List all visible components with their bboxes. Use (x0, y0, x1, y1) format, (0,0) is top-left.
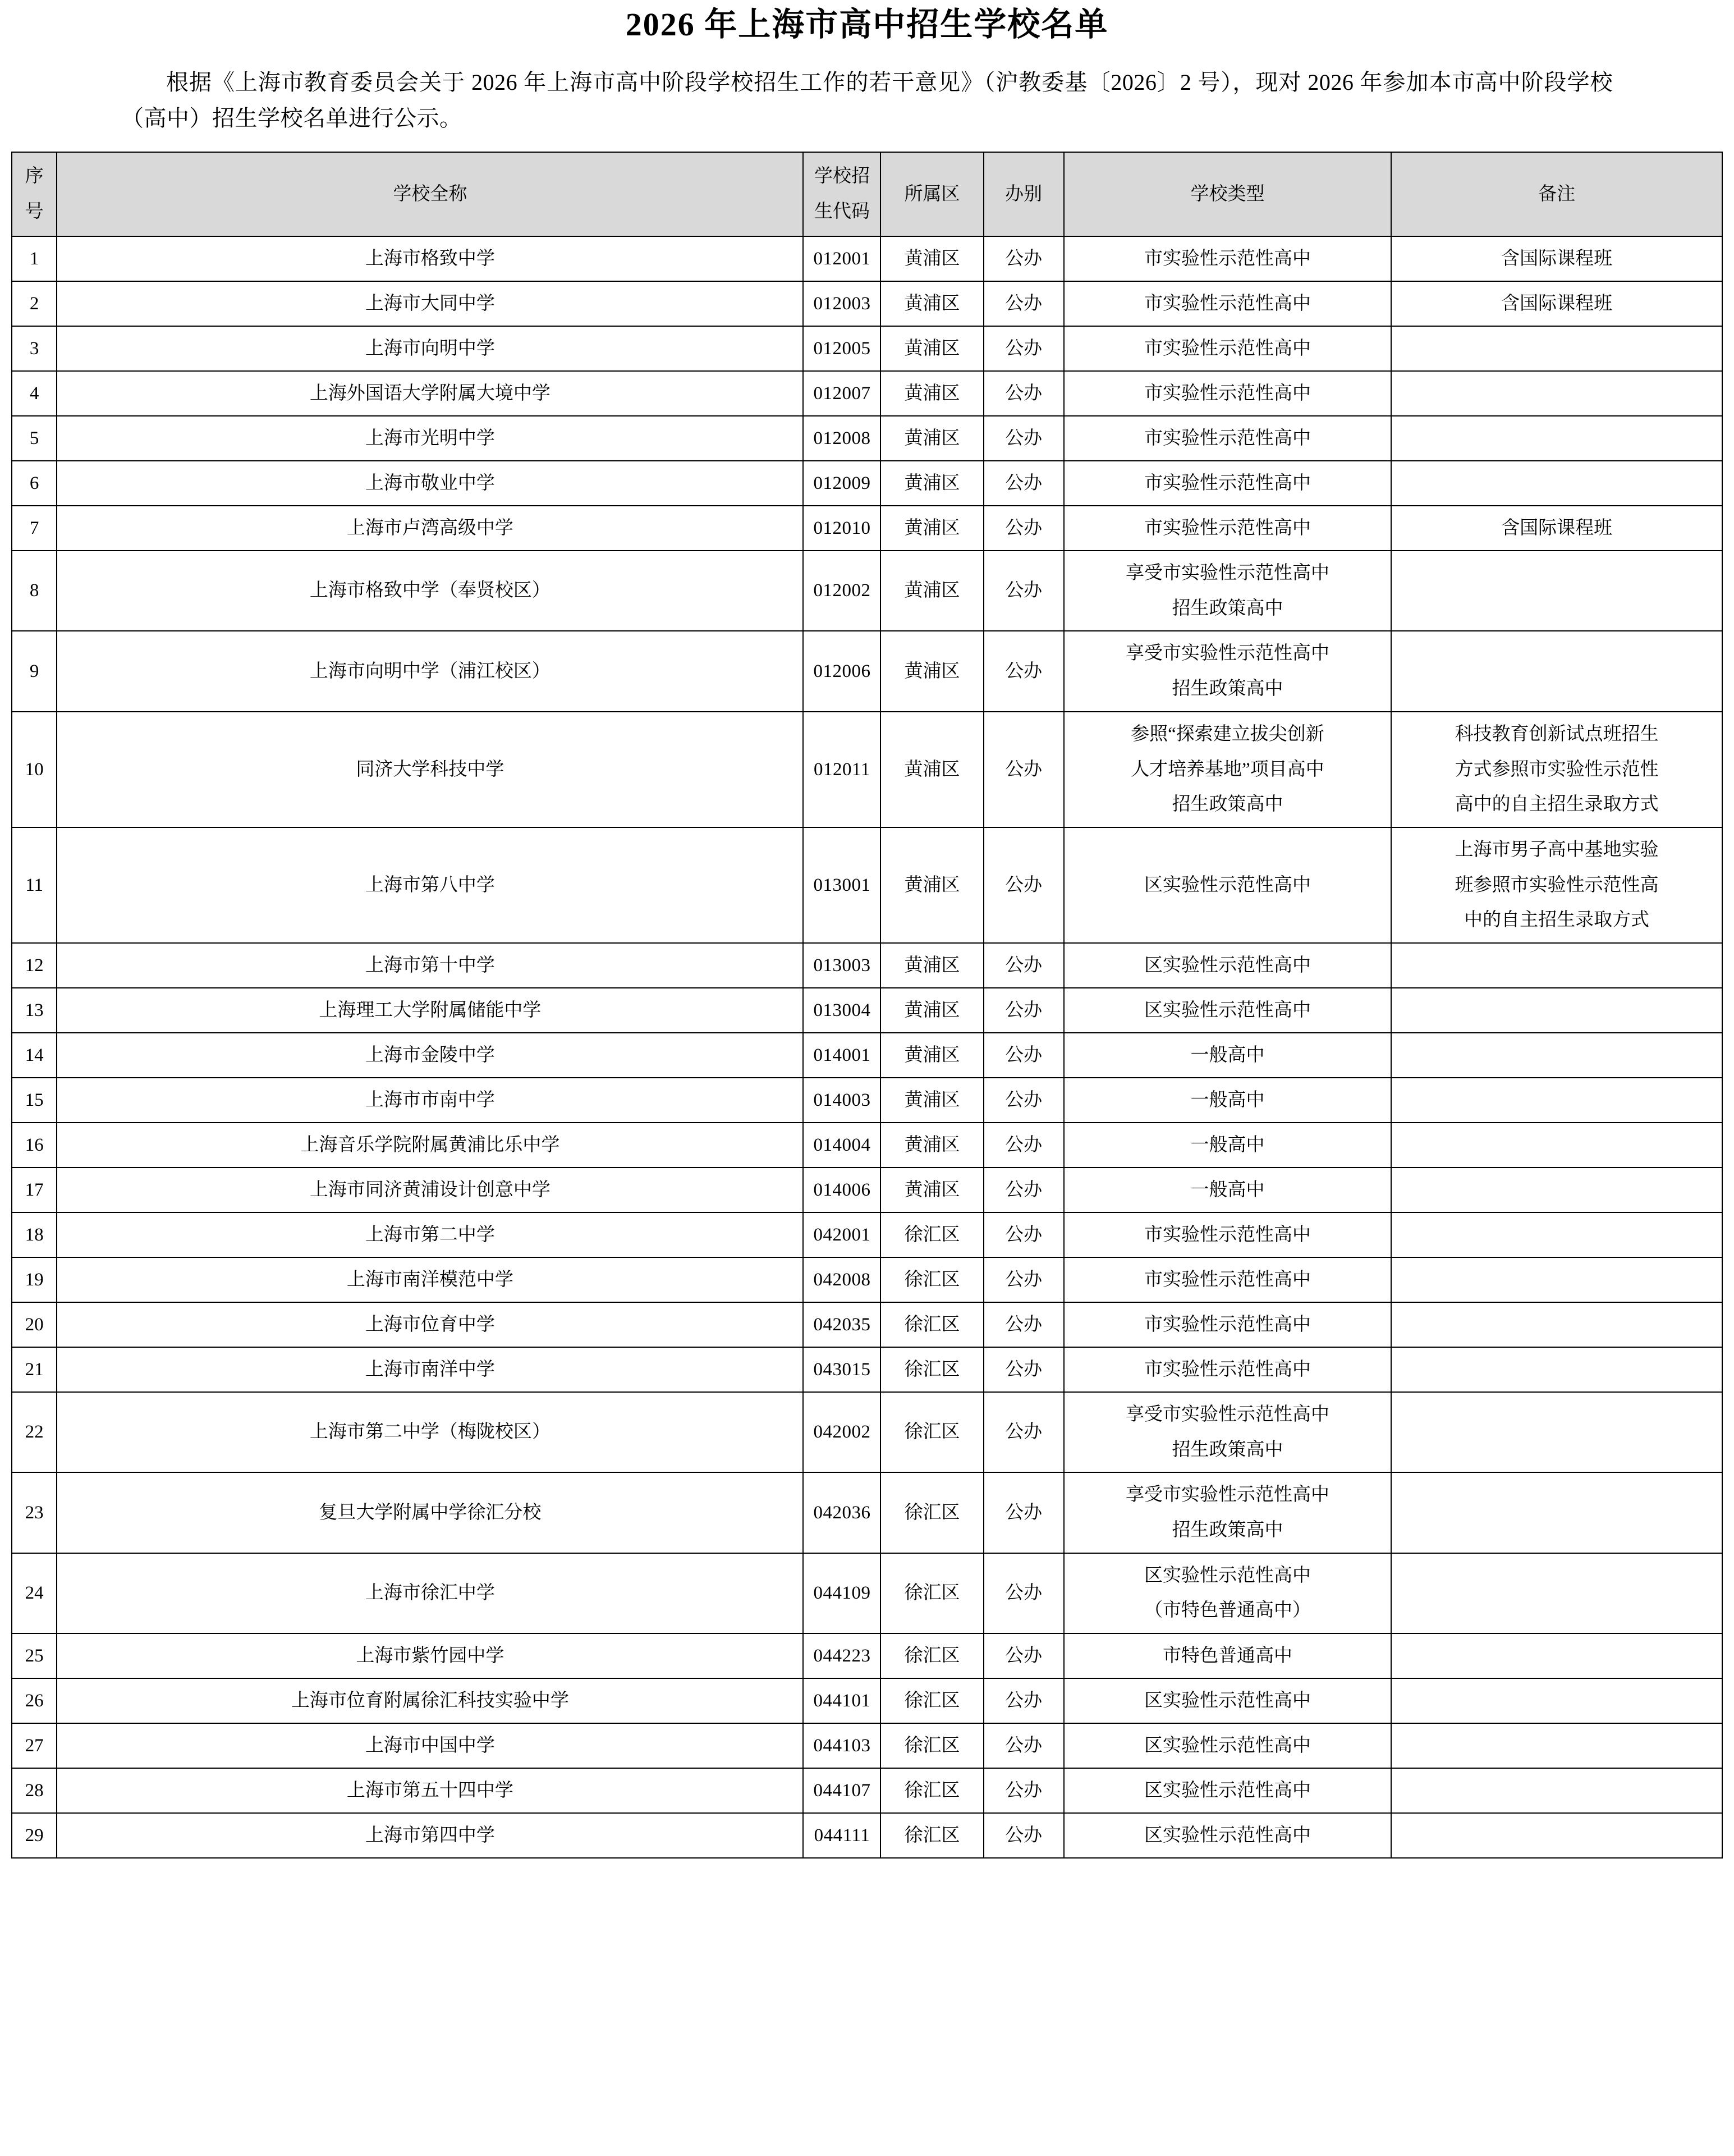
cell-district: 黄浦区 (880, 1078, 983, 1123)
cell-remark-line: 科技教育创新试点班招生 (1455, 724, 1659, 744)
cell-school-type: 一般高中 (1064, 1033, 1391, 1078)
table-row (12, 1302, 1722, 1347)
cell-school-name: 上海市市南中学 (57, 1078, 803, 1123)
cell-kind: 公办 (984, 1392, 1064, 1472)
cell-school-type-line: 招生政策高中 (1172, 598, 1283, 619)
cell-school-code: 044111 (803, 1813, 880, 1858)
cell-district: 徐汇区 (880, 1392, 983, 1472)
cell-district: 黄浦区 (880, 827, 983, 943)
table-row (12, 1347, 1722, 1392)
cell-remark (1391, 1212, 1722, 1257)
cell-kind: 公办 (984, 712, 1064, 827)
cell-kind: 公办 (984, 1633, 1064, 1678)
cell-school-code: 013003 (803, 943, 880, 988)
cell-school-type: 市实验性示范性高中 (1064, 416, 1391, 461)
cell-kind: 公办 (984, 1472, 1064, 1553)
cell-school-name: 上海市第四中学 (57, 1813, 803, 1858)
cell-kind: 公办 (984, 1033, 1064, 1078)
cell-index: 16 (12, 1123, 57, 1168)
cell-remark (1391, 1633, 1722, 1678)
cell-remark-line: 班参照市实验性示范性高 (1455, 875, 1659, 895)
cell-school-name: 上海外国语大学附属大境中学 (57, 371, 803, 416)
cell-school-name: 上海市金陵中学 (57, 1033, 803, 1078)
cell-school-code: 014001 (803, 1033, 880, 1078)
table-row (12, 281, 1722, 326)
cell-remark (1391, 631, 1722, 711)
cell-index: 7 (12, 506, 57, 551)
table-row (12, 1033, 1722, 1078)
cell-school-code: 042036 (803, 1472, 880, 1553)
cell-school-type-line: 招生政策高中 (1172, 1439, 1283, 1460)
cell-district: 黄浦区 (880, 281, 983, 326)
column-header-code-line2: 生代码 (814, 202, 870, 222)
cell-remark-line: 方式参照市实验性示范性 (1455, 759, 1659, 780)
cell-remark (1391, 1472, 1722, 1553)
cell-school-name: 上海市第十中学 (57, 943, 803, 988)
cell-school-code: 012009 (803, 461, 880, 506)
cell-remark (1391, 371, 1722, 416)
cell-district: 徐汇区 (880, 1472, 983, 1553)
cell-district: 黄浦区 (880, 461, 983, 506)
cell-index: 4 (12, 371, 57, 416)
cell-school-name: 上海市第二中学 (57, 1212, 803, 1257)
cell-district: 徐汇区 (880, 1678, 983, 1723)
cell-index: 23 (12, 1472, 57, 1553)
cell-school-type: 市特色普通高中 (1064, 1633, 1391, 1678)
cell-kind: 公办 (984, 1723, 1064, 1768)
cell-district: 黄浦区 (880, 1168, 983, 1212)
cell-school-type: 区实验性示范性高中 (1064, 1723, 1391, 1768)
cell-school-code: 012011 (803, 712, 880, 827)
cell-kind: 公办 (984, 1212, 1064, 1257)
cell-school-name: 上海市同济黄浦设计创意中学 (57, 1168, 803, 1212)
cell-kind: 公办 (984, 1553, 1064, 1633)
cell-index: 13 (12, 988, 57, 1033)
cell-index: 9 (12, 631, 57, 711)
cell-index: 25 (12, 1633, 57, 1678)
cell-district: 黄浦区 (880, 1123, 983, 1168)
cell-school-code: 044103 (803, 1723, 880, 1768)
cell-school-type: 市实验性示范性高中 (1064, 1212, 1391, 1257)
cell-remark (1391, 943, 1722, 988)
cell-remark (1391, 1768, 1722, 1813)
cell-kind: 公办 (984, 1078, 1064, 1123)
cell-school-type (1064, 1553, 1391, 1633)
cell-remark: 含国际课程班 (1391, 506, 1722, 551)
cell-district: 黄浦区 (880, 506, 983, 551)
cell-school-type (1064, 631, 1391, 711)
cell-school-name: 上海市格致中学 (57, 236, 803, 281)
cell-school-name: 上海音乐学院附属黄浦比乐中学 (57, 1123, 803, 1168)
cell-school-type: 市实验性示范性高中 (1064, 461, 1391, 506)
table-row (12, 1633, 1722, 1678)
table-row (12, 1813, 1722, 1858)
cell-district: 徐汇区 (880, 1813, 983, 1858)
cell-school-type: 区实验性示范性高中 (1064, 1678, 1391, 1723)
cell-school-type-line: 享受市实验性示范性高中 (1125, 563, 1329, 584)
cell-district: 黄浦区 (880, 712, 983, 827)
cell-remark (1391, 827, 1722, 943)
cell-district: 徐汇区 (880, 1768, 983, 1813)
cell-school-code: 013001 (803, 827, 880, 943)
table-head (12, 152, 1722, 236)
table-row (12, 827, 1722, 943)
cell-index: 28 (12, 1768, 57, 1813)
cell-district: 徐汇区 (880, 1347, 983, 1392)
cell-index: 29 (12, 1813, 57, 1858)
cell-school-type-line: （市特色普通高中） (1144, 1600, 1311, 1621)
cell-school-type-line: 享受市实验性示范性高中 (1125, 1485, 1329, 1505)
cell-remark (1391, 1168, 1722, 1212)
cell-school-name: 上海市南洋模范中学 (57, 1257, 803, 1302)
table-row (12, 943, 1722, 988)
cell-kind: 公办 (984, 827, 1064, 943)
cell-remark (1391, 1347, 1722, 1392)
cell-index: 5 (12, 416, 57, 461)
cell-kind: 公办 (984, 281, 1064, 326)
table-body (12, 236, 1722, 1858)
cell-school-name: 上海市第二中学（梅陇校区） (57, 1392, 803, 1472)
cell-school-type (1064, 551, 1391, 631)
cell-school-type: 区实验性示范性高中 (1064, 1813, 1391, 1858)
cell-school-name: 上海市第五十四中学 (57, 1768, 803, 1813)
cell-remark (1391, 1257, 1722, 1302)
document-page (0, 4, 1734, 1859)
cell-remark (1391, 988, 1722, 1033)
cell-index: 24 (12, 1553, 57, 1633)
cell-school-code: 014006 (803, 1168, 880, 1212)
cell-school-code: 012010 (803, 506, 880, 551)
cell-school-type: 区实验性示范性高中 (1064, 943, 1391, 988)
cell-school-code: 042002 (803, 1392, 880, 1472)
cell-school-type: 市实验性示范性高中 (1064, 371, 1391, 416)
cell-school-type: 市实验性示范性高中 (1064, 1302, 1391, 1347)
table-row (12, 461, 1722, 506)
table-row (12, 551, 1722, 631)
cell-kind: 公办 (984, 1347, 1064, 1392)
cell-school-name: 上海市中国中学 (57, 1723, 803, 1768)
cell-school-code: 044109 (803, 1553, 880, 1633)
cell-school-name: 上海市大同中学 (57, 281, 803, 326)
cell-school-type (1064, 1392, 1391, 1472)
cell-school-type (1064, 1472, 1391, 1553)
cell-school-name: 上海市南洋中学 (57, 1347, 803, 1392)
cell-school-name: 上海市光明中学 (57, 416, 803, 461)
cell-remark (1391, 416, 1722, 461)
cell-school-type: 区实验性示范性高中 (1064, 1768, 1391, 1813)
cell-kind: 公办 (984, 416, 1064, 461)
cell-school-type: 市实验性示范性高中 (1064, 1257, 1391, 1302)
column-header-school-name: 学校全称 (57, 152, 803, 236)
cell-district: 黄浦区 (880, 416, 983, 461)
cell-school-code: 012008 (803, 416, 880, 461)
cell-index: 1 (12, 236, 57, 281)
cell-index: 8 (12, 551, 57, 631)
cell-district: 黄浦区 (880, 631, 983, 711)
column-header-index-line2: 号 (25, 202, 44, 222)
cell-remark (1391, 1553, 1722, 1633)
table-row (12, 1553, 1722, 1633)
cell-index: 15 (12, 1078, 57, 1123)
cell-district: 黄浦区 (880, 326, 983, 371)
cell-remark-line: 上海市男子高中基地实验 (1455, 839, 1659, 860)
cell-school-code: 012006 (803, 631, 880, 711)
cell-kind: 公办 (984, 1168, 1064, 1212)
cell-index: 14 (12, 1033, 57, 1078)
table-row (12, 1212, 1722, 1257)
table-row (12, 1257, 1722, 1302)
cell-remark (1391, 1813, 1722, 1858)
intro-paragraph: 根据《上海市教育委员会关于 2026 年上海市高中阶段学校招生工作的若干意见》（沪教委基〔2026〕2 号），现对 2026 年参加本市高中阶段学校（高中）招生学校名单进行公示。 (121, 69, 1613, 131)
table-row (12, 1723, 1722, 1768)
column-header-index (12, 152, 57, 236)
cell-kind: 公办 (984, 988, 1064, 1033)
cell-school-code: 043015 (803, 1347, 880, 1392)
column-header-remark: 备注 (1391, 152, 1722, 236)
cell-index: 2 (12, 281, 57, 326)
cell-school-name: 上海市位育附属徐汇科技实验中学 (57, 1678, 803, 1723)
cell-remark (1391, 326, 1722, 371)
table-row (12, 631, 1722, 711)
cell-school-type-line: 招生政策高中 (1172, 1520, 1283, 1541)
table-row (12, 1168, 1722, 1212)
cell-school-name: 上海市紫竹园中学 (57, 1633, 803, 1678)
cell-index: 6 (12, 461, 57, 506)
table-row (12, 1472, 1722, 1553)
cell-kind: 公办 (984, 1678, 1064, 1723)
cell-school-code: 012003 (803, 281, 880, 326)
cell-index: 18 (12, 1212, 57, 1257)
cell-index: 19 (12, 1257, 57, 1302)
cell-kind: 公办 (984, 631, 1064, 711)
cell-remark (1391, 1392, 1722, 1472)
cell-remark (1391, 1123, 1722, 1168)
cell-remark (1391, 712, 1722, 827)
cell-school-name: 上海市敬业中学 (57, 461, 803, 506)
cell-district: 徐汇区 (880, 1302, 983, 1347)
cell-school-type: 市实验性示范性高中 (1064, 1347, 1391, 1392)
cell-kind: 公办 (984, 1123, 1064, 1168)
cell-school-type: 市实验性示范性高中 (1064, 236, 1391, 281)
cell-remark: 含国际课程班 (1391, 281, 1722, 326)
cell-school-type: 一般高中 (1064, 1168, 1391, 1212)
cell-school-type-line: 招生政策高中 (1172, 679, 1283, 699)
cell-school-type: 一般高中 (1064, 1078, 1391, 1123)
cell-index: 12 (12, 943, 57, 988)
column-header-school-type: 学校类型 (1064, 152, 1391, 236)
cell-index: 10 (12, 712, 57, 827)
cell-school-type-line: 参照“探索建立拔尖创新 (1131, 724, 1324, 744)
cell-school-name: 上海市向明中学 (57, 326, 803, 371)
column-header-school-code (803, 152, 880, 236)
cell-kind: 公办 (984, 506, 1064, 551)
cell-school-name: 上海市向明中学（浦江校区） (57, 631, 803, 711)
table-row (12, 326, 1722, 371)
column-header-district: 所属区 (880, 152, 983, 236)
cell-school-type: 市实验性示范性高中 (1064, 506, 1391, 551)
cell-school-type-line: 招生政策高中 (1172, 794, 1283, 815)
cell-remark: 含国际课程班 (1391, 236, 1722, 281)
cell-index: 17 (12, 1168, 57, 1212)
cell-school-code: 012001 (803, 236, 880, 281)
cell-kind: 公办 (984, 943, 1064, 988)
cell-school-code: 012005 (803, 326, 880, 371)
cell-district: 徐汇区 (880, 1553, 983, 1633)
cell-remark (1391, 461, 1722, 506)
table-row (12, 988, 1722, 1033)
cell-index: 11 (12, 827, 57, 943)
cell-district: 黄浦区 (880, 236, 983, 281)
cell-district: 徐汇区 (880, 1257, 983, 1302)
cell-school-name: 上海市格致中学（奉贤校区） (57, 551, 803, 631)
cell-school-code: 044107 (803, 1768, 880, 1813)
cell-kind: 公办 (984, 1257, 1064, 1302)
school-list-table (11, 152, 1723, 1859)
cell-remark-line: 中的自主招生录取方式 (1464, 910, 1650, 931)
cell-school-code: 014003 (803, 1078, 880, 1123)
cell-school-type-line: 享受市实验性示范性高中 (1125, 1404, 1329, 1425)
cell-district: 徐汇区 (880, 1723, 983, 1768)
cell-remark (1391, 1678, 1722, 1723)
cell-district: 黄浦区 (880, 988, 983, 1033)
cell-school-code: 012002 (803, 551, 880, 631)
cell-kind: 公办 (984, 551, 1064, 631)
cell-school-code: 042008 (803, 1257, 880, 1302)
table-row (12, 236, 1722, 281)
cell-school-name: 同济大学科技中学 (57, 712, 803, 827)
cell-school-name: 上海市徐汇中学 (57, 1553, 803, 1633)
cell-school-name: 上海市第八中学 (57, 827, 803, 943)
cell-kind: 公办 (984, 326, 1064, 371)
cell-school-code: 042001 (803, 1212, 880, 1257)
table-row (12, 1678, 1722, 1723)
cell-school-code: 014004 (803, 1123, 880, 1168)
cell-school-code: 013004 (803, 988, 880, 1033)
table-row (12, 712, 1722, 827)
cell-school-name: 复旦大学附属中学徐汇分校 (57, 1472, 803, 1553)
cell-kind: 公办 (984, 1813, 1064, 1858)
cell-school-type-line: 区实验性示范性高中 (1144, 1565, 1311, 1586)
cell-school-name: 上海市位育中学 (57, 1302, 803, 1347)
cell-remark (1391, 1033, 1722, 1078)
cell-school-type: 区实验性示范性高中 (1064, 988, 1391, 1033)
cell-kind: 公办 (984, 371, 1064, 416)
cell-school-code: 042035 (803, 1302, 880, 1347)
table-row (12, 506, 1722, 551)
table-row (12, 416, 1722, 461)
column-header-kind: 办别 (984, 152, 1064, 236)
cell-remark (1391, 551, 1722, 631)
cell-district: 徐汇区 (880, 1212, 983, 1257)
cell-remark (1391, 1723, 1722, 1768)
table-row (12, 1392, 1722, 1472)
cell-school-code: 044223 (803, 1633, 880, 1678)
cell-district: 黄浦区 (880, 943, 983, 988)
cell-index: 20 (12, 1302, 57, 1347)
cell-school-code: 012007 (803, 371, 880, 416)
cell-school-type-line: 人才培养基地”项目高中 (1131, 759, 1324, 780)
table-row (12, 1768, 1722, 1813)
cell-kind: 公办 (984, 236, 1064, 281)
cell-district: 黄浦区 (880, 551, 983, 631)
page-title: 2026 年上海市高中招生学校名单 (625, 6, 1109, 43)
cell-index: 3 (12, 326, 57, 371)
cell-district: 徐汇区 (880, 1633, 983, 1678)
cell-remark (1391, 1302, 1722, 1347)
cell-district: 黄浦区 (880, 371, 983, 416)
column-header-code-line1: 学校招 (814, 166, 870, 187)
cell-index: 21 (12, 1347, 57, 1392)
cell-school-type (1064, 712, 1391, 827)
table-row (12, 1078, 1722, 1123)
cell-school-type: 区实验性示范性高中 (1064, 827, 1391, 943)
cell-school-type-line: 享受市实验性示范性高中 (1125, 643, 1329, 664)
cell-index: 27 (12, 1723, 57, 1768)
cell-kind: 公办 (984, 1768, 1064, 1813)
cell-index: 26 (12, 1678, 57, 1723)
column-header-index-line1: 序 (25, 166, 44, 187)
cell-school-type: 市实验性示范性高中 (1064, 326, 1391, 371)
cell-remark-line: 高中的自主招生录取方式 (1455, 794, 1659, 815)
cell-index: 22 (12, 1392, 57, 1472)
cell-district: 黄浦区 (880, 1033, 983, 1078)
table-row (12, 1123, 1722, 1168)
cell-school-name: 上海市卢湾高级中学 (57, 506, 803, 551)
table-header-row (12, 152, 1722, 236)
cell-school-code: 044101 (803, 1678, 880, 1723)
cell-school-type: 市实验性示范性高中 (1064, 281, 1391, 326)
cell-school-type: 一般高中 (1064, 1123, 1391, 1168)
cell-kind: 公办 (984, 461, 1064, 506)
cell-remark (1391, 1078, 1722, 1123)
cell-kind: 公办 (984, 1302, 1064, 1347)
table-row (12, 371, 1722, 416)
cell-school-name: 上海理工大学附属储能中学 (57, 988, 803, 1033)
